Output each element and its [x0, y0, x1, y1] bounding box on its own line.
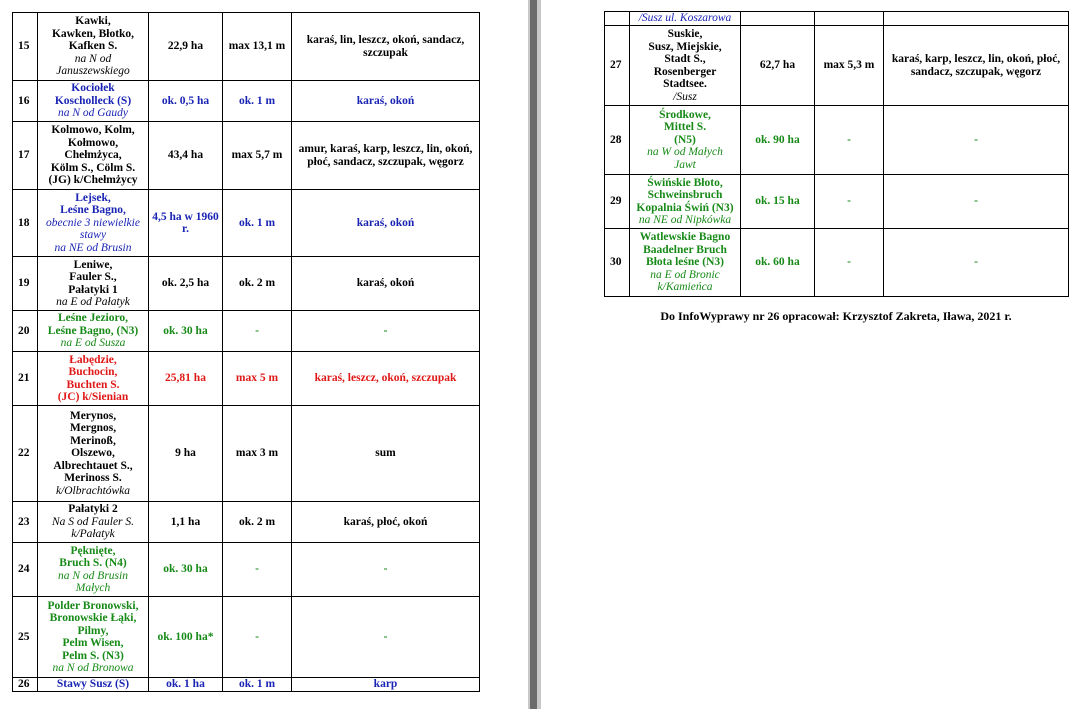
lake-location-line: na E od Susza — [60, 337, 126, 350]
lake-fish — [292, 81, 480, 122]
lake-area — [741, 12, 815, 26]
lake-name-line: (JG) k/Chełmżycy — [48, 174, 138, 187]
lakes-table-left — [12, 12, 480, 692]
lake-name-line: Środkowe, — [659, 108, 711, 121]
lake-name-line: Stawy Susz (S) — [56, 678, 130, 691]
lake-name-line: Leśne Jezioro, — [57, 312, 129, 325]
lake-names — [38, 122, 149, 190]
lake-fish — [292, 257, 480, 311]
fish-line: karaś, lin, leszcz, okoń, sandacz, — [306, 34, 465, 46]
lake-name-line: Pelm S. (N3) — [62, 649, 124, 662]
fish-line: karaś, karp, leszcz, lin, okoń, płoć, — [891, 53, 1061, 65]
lake-location-line: na E od Bronic — [650, 268, 720, 281]
lake-area: 43,4 ha — [149, 122, 223, 190]
fish-line: - — [383, 630, 388, 643]
fish-line: amur, karaś, karp, leszcz, lin, okoń, — [298, 143, 473, 155]
lake-name-line: Fauler S., — [69, 271, 117, 283]
lake-depth: - — [815, 229, 884, 297]
lake-depth: - — [223, 311, 292, 352]
table-row — [13, 543, 480, 597]
lake-depth: ok. 2 m — [223, 257, 292, 311]
lake-name-line: Schweinsbruch — [647, 189, 723, 201]
lake-location-line: k/Olbrachtówka — [55, 484, 131, 497]
lake-name-line: Pałatyki 1 — [68, 283, 118, 296]
lake-depth: - — [223, 597, 292, 678]
lake-name-line: Leśne Bagno, (N3) — [47, 324, 139, 337]
page-divider — [528, 0, 541, 709]
lake-number: 28 — [605, 106, 630, 175]
lake-depth: max 3 m — [223, 406, 292, 502]
lake-name-line: Mittel S. — [663, 121, 707, 134]
lake-names — [38, 543, 149, 597]
lake-location-line: na N od Bronowa — [52, 662, 134, 674]
lake-depth: ok. 2 m — [223, 502, 292, 543]
lake-fish — [292, 502, 480, 543]
table-row — [605, 175, 1069, 229]
lake-area: ok. 30 ha — [149, 311, 223, 352]
fish-line: - — [974, 133, 978, 146]
table-row — [13, 406, 480, 502]
lake-area: 25,81 ha — [149, 352, 223, 406]
lake-area: ok. 2,5 ha — [149, 257, 223, 311]
table-row — [605, 12, 1069, 26]
lake-names — [630, 26, 741, 106]
lake-name-line: Kafken S. — [68, 40, 118, 53]
lake-area: 4,5 ha w 1960 r. — [149, 190, 223, 257]
lakes-table-right — [604, 11, 1069, 297]
lake-depth: max 5 m — [223, 352, 292, 406]
lake-name-line: Chełmżyca, — [64, 149, 122, 162]
lake-number: 23 — [13, 502, 38, 543]
lake-number — [605, 12, 630, 26]
lake-name-line: Kołmowo, — [67, 136, 119, 149]
lake-name-line: Polder Bronowski, — [47, 599, 139, 612]
lake-area: ok. 30 ha — [149, 543, 223, 597]
lake-name-line: Buchten S. — [66, 378, 120, 391]
lake-location-line: na NE od Brusin — [54, 241, 132, 254]
fish-line: szczupak — [363, 46, 408, 59]
table-row — [13, 257, 480, 311]
fish-line: - — [974, 195, 978, 208]
lake-name-line: Pęknięte, — [70, 544, 116, 557]
lake-depth: - — [815, 106, 884, 175]
lake-name-line: Kolmowo, Kolm, — [51, 124, 135, 137]
table-row — [13, 13, 480, 81]
lake-name-line: Buchocin, — [68, 366, 118, 378]
table-row — [13, 81, 480, 122]
lake-depth: ok. 1 m — [223, 81, 292, 122]
lake-area: ok. 90 ha — [741, 106, 815, 175]
lake-depth: max 5,3 m — [815, 26, 884, 106]
lake-area: ok. 15 ha — [741, 175, 815, 229]
lake-name-line: Świńskie Błoto, — [647, 176, 723, 189]
fish-line: karaś, okoń — [356, 216, 415, 229]
lake-number: 22 — [13, 406, 38, 502]
lake-number: 24 — [13, 543, 38, 597]
document-page-left — [0, 0, 528, 709]
lake-names — [630, 175, 741, 229]
fish-line: - — [383, 324, 388, 337]
lake-fish — [884, 12, 1069, 26]
lake-name-line: Susz, Miejskie, — [648, 40, 722, 53]
lake-names — [38, 190, 149, 257]
table-row — [13, 311, 480, 352]
lake-number: 26 — [13, 678, 38, 692]
lake-fish — [292, 406, 480, 502]
lake-names — [38, 81, 149, 122]
lake-location-line: /Susz — [673, 90, 697, 103]
lake-names — [38, 406, 149, 502]
lake-area: 62,7 ha — [741, 26, 815, 106]
lake-name-line: Albrechtauet S., — [53, 459, 133, 472]
fish-line: - — [383, 563, 388, 576]
lake-location-line: /Susz ul. Koszarowa — [638, 12, 732, 25]
lake-name-line: Łabędzie, — [69, 353, 117, 366]
lake-area: ok. 0,5 ha — [149, 81, 223, 122]
table-row — [13, 678, 480, 692]
lake-names — [38, 597, 149, 678]
lake-number: 29 — [605, 175, 630, 229]
fish-line: karaś, okoń — [356, 277, 415, 290]
lake-number: 27 — [605, 26, 630, 106]
fish-line: karaś, okoń — [356, 94, 415, 107]
lake-location-line: na E od Pałatyk — [56, 296, 130, 308]
lake-fish — [884, 106, 1069, 175]
table-row — [605, 106, 1069, 175]
table-row — [605, 26, 1069, 106]
lake-depth: ok. 1 m — [223, 190, 292, 257]
lake-name-line: Rosenberger — [653, 65, 717, 78]
lake-area: 9 ha — [149, 406, 223, 502]
lake-number: 18 — [13, 190, 38, 257]
fish-line: sandacz, szczupak, węgorz — [910, 65, 1042, 78]
lake-fish — [292, 543, 480, 597]
fish-line: karp — [373, 678, 398, 691]
lake-name-line: Watlewskie Bagno — [639, 231, 731, 244]
lake-name-line: Pałatyki 2 — [68, 503, 118, 516]
fish-line: karaś, leszcz, okoń, szczupak — [314, 372, 457, 385]
lake-name-line: Merynos, — [69, 409, 117, 422]
lake-names — [630, 106, 741, 175]
lake-name-line: Stadtsee. — [663, 78, 707, 90]
lake-location-line: k/Pałatyk — [71, 528, 115, 541]
lake-fish — [292, 311, 480, 352]
lake-number: 19 — [13, 257, 38, 311]
lake-fish — [292, 352, 480, 406]
lake-location-line: na W od Małych — [647, 146, 723, 159]
lake-name-line: Błota leśne (N3) — [646, 256, 724, 269]
lake-location-line: na N od Gaudy — [58, 107, 128, 120]
lake-number: 30 — [605, 229, 630, 297]
table-row — [605, 229, 1069, 297]
lake-location-line: stawy — [79, 229, 107, 242]
lake-fish — [292, 13, 480, 81]
lake-location-line: Januszewskiego — [56, 65, 130, 78]
lake-names — [38, 311, 149, 352]
table-row — [13, 190, 480, 257]
table-row — [13, 122, 480, 190]
lake-location-line: na N od Brusin — [58, 569, 128, 582]
fish-line: karaś, płoć, okoń — [343, 515, 428, 528]
lake-name-line: Pilmy, — [77, 624, 109, 637]
lake-name-line: Leśne Bagno, — [60, 204, 126, 217]
lake-location-line: Jawt — [674, 158, 696, 171]
lake-name-line: Kociołek — [71, 82, 115, 95]
lake-number: 17 — [13, 122, 38, 190]
lake-depth: max 5,7 m — [223, 122, 292, 190]
lake-area: ok. 100 ha* — [149, 597, 223, 678]
footer-note: Do InfoWyprawy nr 26 opracował: Krzysztof Zakreta, Iława, 2021 r. — [660, 309, 1012, 323]
lake-area: ok. 1 ha — [149, 678, 223, 692]
lake-name-line: Kopalnia Świń (N3) — [636, 201, 734, 214]
lake-name-line: Kawken, Błotko, — [51, 27, 135, 40]
lake-location-line: na NE od Nipkówka — [638, 214, 732, 226]
lake-name-line: Kawki, — [75, 15, 111, 28]
lake-location-line: obecnie 3 niewielkie — [46, 216, 140, 229]
lake-number: 25 — [13, 597, 38, 678]
lake-name-line: Merinoss S. — [64, 472, 122, 485]
lake-name-line: (N5) — [674, 133, 696, 146]
lake-location-line: Na S od Fauler S. — [51, 515, 135, 528]
lake-names — [38, 352, 149, 406]
fish-line: płoć, sandacz, szczupak, węgorz — [307, 155, 464, 168]
lake-name-line: Olszewo, — [71, 447, 115, 460]
lake-name-line: Merinoß, — [70, 434, 116, 447]
lake-names — [630, 12, 741, 26]
lake-area: 22,9 ha — [149, 13, 223, 81]
lake-name-line: Koscholleck (S) — [54, 94, 132, 107]
lake-fish — [292, 190, 480, 257]
lake-depth — [815, 12, 884, 26]
lake-fish — [292, 678, 480, 692]
table-row — [13, 502, 480, 543]
lake-fish — [884, 26, 1069, 106]
lake-number: 20 — [13, 311, 38, 352]
lake-number: 16 — [13, 81, 38, 122]
lake-name-line: Mergnos, — [69, 422, 117, 435]
lake-depth: max 13,1 m — [223, 13, 292, 81]
fish-line: sum — [375, 447, 396, 460]
lake-location-line: Małych — [75, 582, 111, 594]
lake-name-line: Pelm Wisen, — [62, 637, 124, 649]
lake-name-line: (JC) k/Sienian — [57, 391, 129, 403]
lake-area: ok. 60 ha — [741, 229, 815, 297]
lake-fish — [884, 175, 1069, 229]
lake-location-line: k/Kamieńca — [657, 281, 713, 294]
lake-location-line: na N od — [74, 52, 112, 65]
lake-fish — [292, 597, 480, 678]
lake-name-line: Leniwe, — [73, 258, 113, 271]
lake-fish — [292, 122, 480, 190]
lake-names — [38, 678, 149, 692]
lake-name-line: Bruch S. (N4) — [59, 557, 127, 569]
table-row — [13, 352, 480, 406]
lake-names — [38, 13, 149, 81]
lake-fish — [884, 229, 1069, 297]
lake-depth: - — [223, 543, 292, 597]
lake-names — [38, 502, 149, 543]
lake-name-line: Bronowskie Łąki, — [49, 612, 137, 624]
lake-depth: - — [815, 175, 884, 229]
lake-name-line: Kölm S., Cölm S. — [50, 161, 136, 174]
table-row — [13, 597, 480, 678]
lake-names — [38, 257, 149, 311]
lake-area: 1,1 ha — [149, 502, 223, 543]
lake-number: 21 — [13, 352, 38, 406]
lake-name-line: Lejsek, — [75, 191, 111, 204]
lake-name-line: Stadt S., — [664, 53, 706, 65]
lake-names — [630, 229, 741, 297]
lake-name-line: Suskie, — [667, 28, 703, 40]
lake-depth: ok. 1 m — [223, 678, 292, 692]
fish-line: - — [974, 256, 978, 269]
lake-number: 15 — [13, 13, 38, 81]
lake-name-line: Baadelner Bruch — [643, 243, 727, 256]
